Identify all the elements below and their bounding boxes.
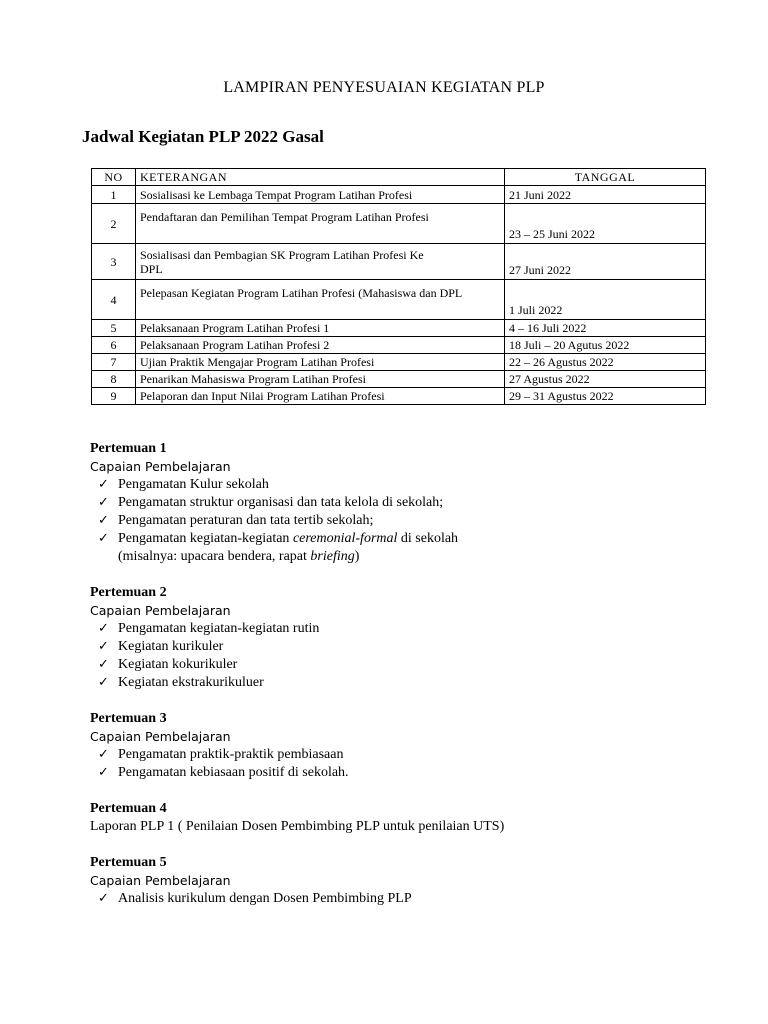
italic-text: ceremonial-formal (292, 531, 398, 546)
meeting-1 (90, 440, 730, 566)
check-icon: ✓ (98, 495, 109, 510)
meeting-3 (90, 710, 730, 782)
list-item-text: Pengamatan Kulur sekolah (118, 477, 269, 492)
table-header-row (92, 169, 706, 186)
meeting-title: Pertemuan 3 (90, 711, 167, 726)
row-keterangan: Sosialisasi ke Lembaga Tempat Program Latihan Profesi (136, 186, 505, 204)
schedule-table (91, 168, 706, 405)
meeting-text: Laporan PLP 1 ( Penilaian Dosen Pembimbing PLP untuk penilaian UTS) (90, 819, 505, 834)
list-item (90, 476, 730, 494)
row-tanggal: 22 – 26 Agustus 2022 (505, 354, 706, 371)
list-item-text: Kegiatan ekstrakurikuluer (118, 675, 264, 690)
meeting-title: Pertemuan 4 (90, 801, 167, 816)
table-row (92, 320, 706, 337)
list-item (90, 746, 730, 764)
row-tanggal: 4 – 16 Juli 2022 (505, 320, 706, 337)
list-item-text (118, 531, 730, 566)
row-keterangan (136, 244, 505, 280)
list-item-text: Pengamatan kebiasaan positif di sekolah. (118, 765, 349, 780)
row-no: 2 (92, 204, 136, 244)
check-icon: ✓ (98, 513, 109, 528)
meeting-subtitle: Capaian Pembelajaran (90, 729, 231, 744)
list-item-text: Pengamatan praktik-praktik pembiasaan (118, 747, 344, 762)
check-icon: ✓ (98, 891, 109, 906)
row-no: 4 (92, 280, 136, 320)
meeting-5 (90, 854, 730, 908)
list-item-text: Pengamatan peraturan dan tata tertib sekolah; (118, 513, 374, 528)
list-item-text: Kegiatan kokurikuler (118, 657, 238, 672)
meeting-subtitle: Capaian Pembelajaran (90, 873, 231, 888)
list-item (90, 656, 730, 674)
list-item (90, 620, 730, 638)
row-no: 6 (92, 337, 136, 354)
list-item-text: Pengamatan kegiatan-kegiatan rutin (118, 621, 320, 636)
table-row (92, 244, 706, 280)
row-tanggal: 18 Juli – 20 Agutus 2022 (505, 337, 706, 354)
row-keterangan: Penarikan Mahasiswa Program Latihan Profesi (136, 371, 505, 388)
check-list (90, 746, 730, 782)
row-no: 3 (92, 244, 136, 280)
list-item (90, 764, 730, 782)
check-icon: ✓ (98, 765, 109, 780)
check-icon: ✓ (98, 477, 109, 492)
meeting-title: Pertemuan 1 (90, 441, 167, 456)
row-tanggal: 21 Juni 2022 (505, 186, 706, 204)
header-keterangan: KETERANGAN (136, 169, 505, 186)
row-tanggal: 27 Agustus 2022 (505, 371, 706, 388)
table-row (92, 388, 706, 405)
check-icon: ✓ (98, 621, 109, 636)
row-no: 9 (92, 388, 136, 405)
row-keterangan: Ujian Praktik Mengajar Program Latihan Profesi (136, 354, 505, 371)
table-row (92, 280, 706, 320)
header-tanggal: TANGGAL (505, 169, 706, 186)
meeting-title: Pertemuan 2 (90, 585, 167, 600)
meeting-subtitle: Capaian Pembelajaran (90, 603, 231, 618)
text-segment: di sekolah (397, 531, 459, 546)
check-icon: ✓ (98, 747, 109, 762)
row-tanggal: 29 – 31 Agustus 2022 (505, 388, 706, 405)
row-keterangan: Pelaporan dan Input Nilai Program Latihan Profesi (136, 388, 505, 405)
list-item-text: Kegiatan kurikuler (118, 639, 224, 654)
list-item-text: Pengamatan struktur organisasi dan tata kelola di sekolah; (118, 495, 444, 510)
row-keterangan: Pelepasan Kegiatan Program Latihan Profesi (Mahasiswa dan DPL (136, 280, 505, 320)
row-no: 8 (92, 371, 136, 388)
check-icon: ✓ (98, 531, 109, 546)
row-keterangan: Pendaftaran dan Pemilihan Tempat Program Latihan Profesi (136, 204, 505, 244)
meeting-2 (90, 584, 730, 692)
list-item-continuation (118, 548, 730, 566)
meeting-subtitle: Capaian Pembelajaran (90, 459, 231, 474)
meeting-4 (90, 800, 730, 836)
row-keterangan: Pelaksanaan Program Latihan Profesi 1 (136, 320, 505, 337)
row-tanggal: 1 Juli 2022 (505, 280, 706, 320)
meeting-title: Pertemuan 5 (90, 855, 167, 870)
row-keterangan-line1: Sosialisasi dan Pembagian SK Program Latihan Profesi Ke (140, 247, 424, 262)
header-no: NO (92, 169, 136, 186)
row-keterangan: Pelaksanaan Program Latihan Profesi 2 (136, 337, 505, 354)
table-row (92, 337, 706, 354)
row-no: 5 (92, 320, 136, 337)
check-icon: ✓ (98, 639, 109, 654)
document-title: LAMPIRAN PENYESUAIAN KEGIATAN PLP (223, 79, 545, 96)
list-item (90, 512, 730, 530)
list-item (90, 890, 730, 908)
row-tanggal: 23 – 25 Juni 2022 (505, 204, 706, 244)
list-item (90, 530, 730, 566)
table-row (92, 371, 706, 388)
row-tanggal: 27 Juni 2022 (505, 244, 706, 280)
italic-text: briefing (310, 549, 355, 564)
list-item (90, 638, 730, 656)
list-item-text: Analisis kurikulum dengan Dosen Pembimbing PLP (118, 891, 412, 906)
text-segment: (misalnya: upacara bendera, rapat (118, 549, 311, 564)
row-no: 1 (92, 186, 136, 204)
check-list (90, 890, 730, 908)
table-row (92, 204, 706, 244)
row-no: 7 (92, 354, 136, 371)
check-list (90, 620, 730, 692)
check-list (90, 476, 730, 566)
schedule-heading: Jadwal Kegiatan PLP 2022 Gasal (82, 127, 324, 146)
check-icon: ✓ (98, 657, 109, 672)
meeting-sections (90, 440, 730, 926)
text-segment: ) (354, 549, 360, 564)
list-item (90, 494, 730, 512)
list-item (90, 674, 730, 692)
table-row (92, 354, 706, 371)
check-icon: ✓ (98, 675, 109, 690)
text-segment: Pengamatan kegiatan-kegiatan (118, 531, 293, 546)
table-row (92, 186, 706, 204)
row-keterangan-line2: DPL (140, 261, 163, 276)
